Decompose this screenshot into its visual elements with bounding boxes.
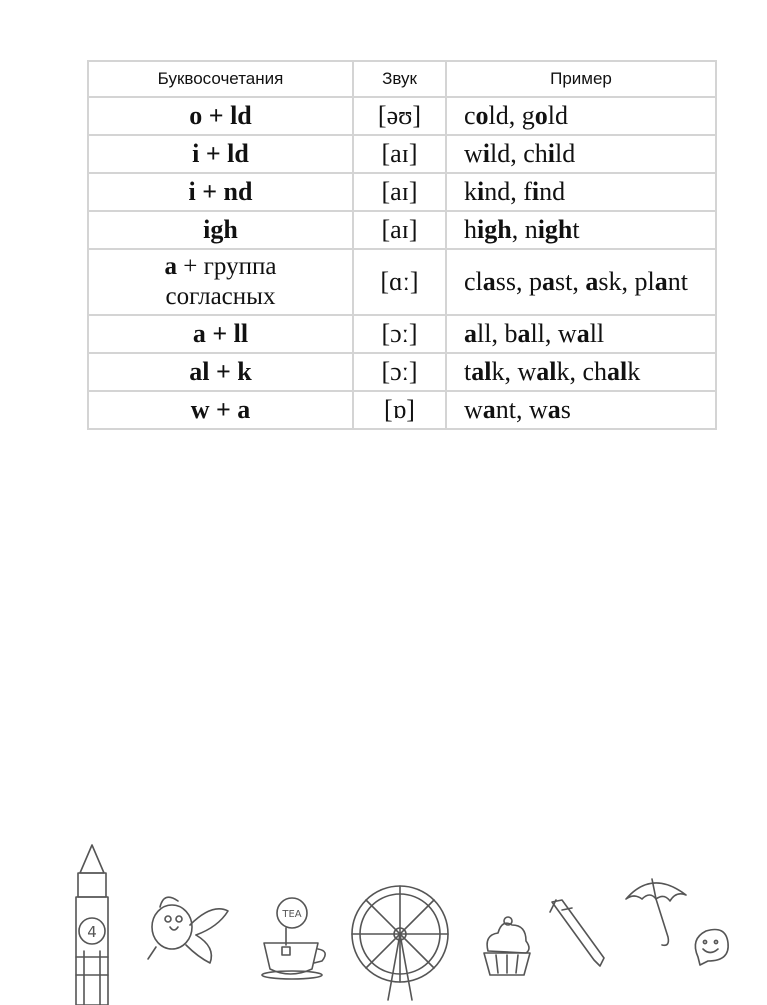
example-cell bbox=[446, 211, 716, 249]
highlighted-letters: a bbox=[654, 266, 668, 296]
highlighted-letters: al bbox=[471, 356, 492, 386]
highlighted-letters: igh bbox=[537, 214, 573, 244]
sound-cell: [əʊ] bbox=[353, 97, 446, 135]
highlighted-letters: a bbox=[464, 318, 477, 348]
highlighted-letters: o bbox=[534, 100, 548, 130]
highlighted-letters: o bbox=[475, 100, 489, 130]
letter-combinations-table bbox=[87, 60, 717, 430]
text-segment: ll, b bbox=[477, 318, 518, 348]
text-segment: согласных bbox=[165, 283, 276, 310]
text-segment: cl bbox=[464, 266, 483, 296]
text-segment: s bbox=[560, 394, 571, 424]
table-row bbox=[88, 391, 716, 429]
cupcake-icon bbox=[480, 915, 535, 980]
combination-cell bbox=[88, 173, 353, 211]
sound-cell: [ɑː] bbox=[353, 249, 446, 315]
text-segment: nt bbox=[667, 266, 688, 296]
text-segment: k, ch bbox=[556, 356, 608, 386]
tea-cup-icon bbox=[262, 895, 332, 980]
sound-cell: [aɪ] bbox=[353, 173, 446, 211]
text-segment: st, bbox=[555, 266, 586, 296]
highlighted-letters: al bbox=[607, 356, 628, 386]
highlighted-letters: a bbox=[542, 266, 556, 296]
highlighted-letters: igh bbox=[203, 214, 238, 244]
sound-cell: [ɒ] bbox=[353, 391, 446, 429]
combination-cell bbox=[88, 391, 353, 429]
highlighted-letters: i bbox=[531, 176, 540, 206]
big-ben-icon bbox=[72, 845, 112, 1005]
text-segment: nd, f bbox=[484, 176, 532, 206]
text-segment: , n bbox=[511, 214, 538, 244]
text-segment: k bbox=[627, 356, 641, 386]
table-header-row bbox=[88, 61, 716, 97]
text-segment: h bbox=[464, 214, 477, 244]
highlighted-letters: a bbox=[576, 318, 590, 348]
highlighted-letters: i bbox=[482, 138, 491, 168]
combination-cell bbox=[88, 353, 353, 391]
highlighted-letters: a bbox=[547, 394, 561, 424]
text-segment: w bbox=[464, 394, 483, 424]
text-segment: ll bbox=[589, 318, 605, 348]
text-segment: sk, pl bbox=[598, 266, 655, 296]
text-segment: ld, ch bbox=[490, 138, 548, 168]
highlighted-letters: i + ld bbox=[192, 138, 249, 168]
highlighted-letters: a bbox=[517, 318, 531, 348]
table-body bbox=[88, 97, 716, 429]
sound-cell: [aɪ] bbox=[353, 211, 446, 249]
highlighted-letters: al + k bbox=[189, 356, 252, 386]
highlighted-letters: al bbox=[536, 356, 557, 386]
header-combinations: Буквосочетания bbox=[88, 61, 353, 97]
text-segment: nd bbox=[539, 176, 566, 206]
smiley-icon bbox=[692, 927, 732, 967]
highlighted-letters: i bbox=[547, 138, 556, 168]
umbrella-icon bbox=[622, 875, 692, 955]
highlighted-letters: a bbox=[482, 394, 496, 424]
header-example: Пример bbox=[446, 61, 716, 97]
highlighted-letters: a + ll bbox=[192, 318, 249, 348]
example-cell bbox=[446, 249, 716, 315]
text-segment: nt, w bbox=[495, 394, 548, 424]
text-segment: ll, w bbox=[530, 318, 577, 348]
pen-icon bbox=[548, 898, 608, 968]
text-segment: ld bbox=[547, 100, 569, 130]
highlighted-letters: w + a bbox=[190, 394, 251, 424]
highlighted-letters: a bbox=[164, 253, 178, 280]
text-segment: ld, g bbox=[488, 100, 535, 130]
example-cell bbox=[446, 173, 716, 211]
text-segment: k bbox=[464, 176, 477, 206]
text-segment: ss, p bbox=[495, 266, 543, 296]
sound-cell: [aɪ] bbox=[353, 135, 446, 173]
example-cell bbox=[446, 135, 716, 173]
combination-cell bbox=[88, 135, 353, 173]
table-row bbox=[88, 97, 716, 135]
table-row bbox=[88, 173, 716, 211]
clock-numeral: 4 bbox=[87, 923, 97, 941]
sound-cell: [ɔː] bbox=[353, 353, 446, 391]
bird-icon bbox=[140, 885, 235, 970]
example-cell bbox=[446, 353, 716, 391]
highlighted-letters: o + ld bbox=[189, 100, 252, 130]
highlighted-letters: igh bbox=[477, 214, 512, 244]
table-row bbox=[88, 135, 716, 173]
text-segment: + группа bbox=[177, 253, 277, 280]
example-cell bbox=[446, 97, 716, 135]
highlighted-letters: i + nd bbox=[188, 176, 253, 206]
text-segment: t bbox=[572, 214, 580, 244]
sound-cell: [ɔː] bbox=[353, 315, 446, 353]
table-row bbox=[88, 211, 716, 249]
table-row bbox=[88, 315, 716, 353]
highlighted-letters: i bbox=[477, 176, 485, 206]
text-segment: k, w bbox=[491, 356, 537, 386]
combination-cell bbox=[88, 315, 353, 353]
text-segment: t bbox=[464, 356, 472, 386]
example-cell bbox=[446, 391, 716, 429]
table-row bbox=[88, 353, 716, 391]
cup-label: TEA bbox=[282, 909, 302, 920]
combination-cell bbox=[88, 249, 353, 315]
highlighted-letters: a bbox=[482, 266, 496, 296]
example-cell bbox=[446, 315, 716, 353]
text-segment: w bbox=[464, 138, 483, 168]
text-segment: c bbox=[464, 100, 476, 130]
combination-cell bbox=[88, 97, 353, 135]
text-segment: ld bbox=[555, 138, 576, 168]
london-doodles-strip bbox=[0, 830, 767, 1000]
table-row bbox=[88, 249, 716, 315]
combination-cell bbox=[88, 211, 353, 249]
ferris-wheel-icon bbox=[352, 882, 452, 1002]
header-sound: Звук bbox=[353, 61, 446, 97]
highlighted-letters: a bbox=[585, 266, 599, 296]
